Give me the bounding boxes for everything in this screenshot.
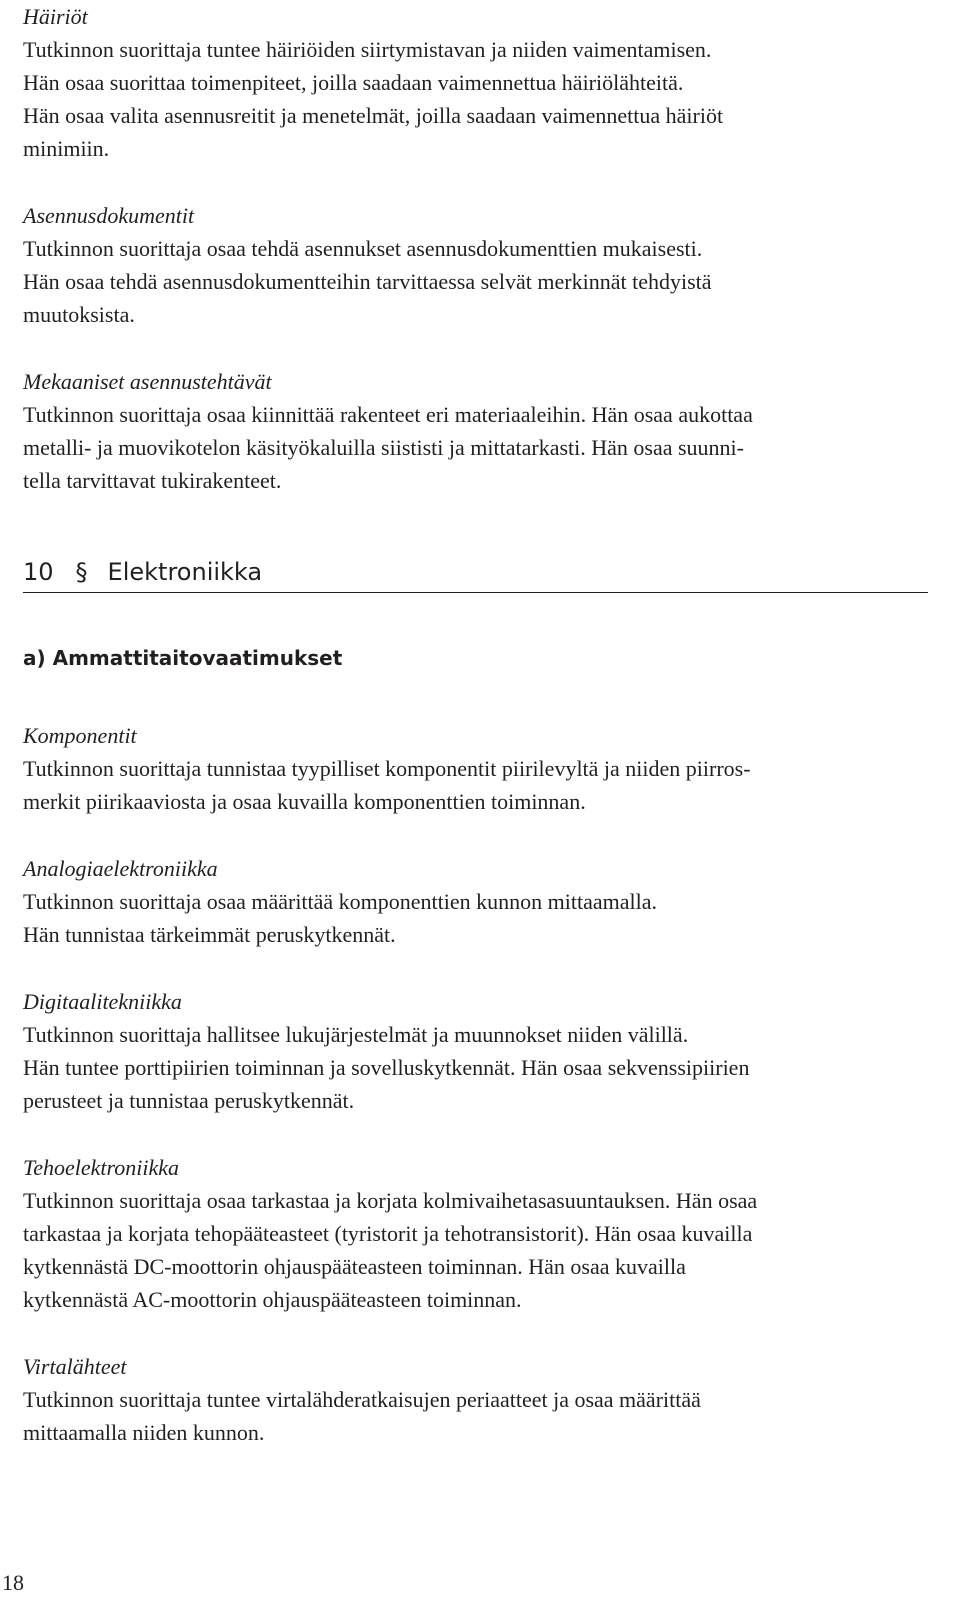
- chapter-title: Elektroniikka: [107, 558, 263, 586]
- section-heading: Asennusdokumentit: [23, 203, 195, 228]
- section-gap: [23, 1316, 933, 1350]
- body-line: tella tarvittavat tukirakenteet.: [23, 468, 282, 493]
- body-line: kytkennästä AC-moottorin ohjauspääteasteen toiminnan.: [23, 1287, 522, 1312]
- chapter-heading: [23, 552, 928, 593]
- page-number: 18: [2, 1570, 24, 1595]
- body-line: merkit piirikaaviosta ja osaa kuvailla komponenttien toiminnan.: [23, 789, 586, 814]
- body-line: metalli- ja muovikotelon käsityökaluilla siististi ja mittatarkasti. Hän osaa suunni-: [23, 435, 744, 460]
- body-line: Hän osaa valita asennusreitit ja menetelmät, joilla saadaan vaimennettua häiriöt: [23, 103, 724, 128]
- body-line: Tutkinnon suorittaja osaa kiinnittää rakenteet eri materiaaleihin. Hän osaa aukottaa: [23, 402, 753, 427]
- body-line: Tutkinnon suorittaja osaa määrittää komponenttien kunnon mittaamalla.: [23, 889, 658, 914]
- body-line: mittaamalla niiden kunnon.: [23, 1420, 265, 1445]
- section: [23, 719, 933, 818]
- section: [23, 1151, 933, 1316]
- section-gap: [23, 951, 933, 985]
- body-line: minimiin.: [23, 136, 110, 161]
- section-gap: [23, 818, 933, 852]
- section-heading: Komponentit: [23, 723, 137, 748]
- body-line: Tutkinnon suorittaja tuntee virtalähderatkaisujen periaatteet ja osaa määrittää: [23, 1387, 701, 1412]
- section: [23, 1350, 933, 1449]
- chapter-number: 10: [23, 558, 54, 586]
- subheading: a) Ammattitaitovaatimukset: [23, 646, 343, 670]
- section-heading: Digitaalitekniikka: [23, 989, 182, 1014]
- section-heading: Tehoelektroniikka: [23, 1155, 179, 1180]
- section-heading: Mekaaniset asennustehtävät: [23, 369, 272, 394]
- section-gap: [23, 1117, 933, 1151]
- section: [23, 852, 933, 951]
- lower-content: [23, 719, 933, 1449]
- section-heading: Häiriöt: [23, 4, 88, 29]
- section-gap: [23, 331, 933, 365]
- body-line: tarkastaa ja korjata tehopääteasteet (tyristorit ja tehotransistorit). Hän osaa kuvailla: [23, 1221, 753, 1246]
- section-heading: Analogiaelektroniikka: [23, 856, 218, 881]
- section: [23, 365, 933, 497]
- body-line: Tutkinnon suorittaja osaa tarkastaa ja korjata kolmivaihetasasuuntauksen. Hän osaa: [23, 1188, 758, 1213]
- body-line: Tutkinnon suorittaja hallitsee lukujärjestelmät ja muunnokset niiden välillä.: [23, 1022, 689, 1047]
- body-line: muutoksista.: [23, 302, 135, 327]
- body-line: Hän osaa suorittaa toimenpiteet, joilla saadaan vaimennettua häiriölähteitä.: [23, 70, 684, 95]
- top-content: [23, 0, 933, 497]
- body-line: Hän tuntee porttipiirien toiminnan ja sovelluskytkennät. Hän osaa sekvenssipiirien: [23, 1055, 750, 1080]
- body-line: Hän tunnistaa tärkeimmät peruskytkennät.: [23, 922, 396, 947]
- body-line: kytkennästä DC-moottorin ohjauspääteasteen toiminnan. Hän osaa kuvailla: [23, 1254, 686, 1279]
- section-gap: [23, 165, 933, 199]
- body-line: Hän osaa tehdä asennusdokumentteihin tarvittaessa selvät merkinnät tehdyistä: [23, 269, 712, 294]
- section-symbol: §: [75, 558, 88, 586]
- section: [23, 199, 933, 331]
- body-line: perusteet ja tunnistaa peruskytkennät.: [23, 1088, 355, 1113]
- body-line: Tutkinnon suorittaja tunnistaa tyypilliset komponentit piirilevyltä ja niiden piirros-: [23, 756, 751, 781]
- section: [23, 985, 933, 1117]
- body-line: Tutkinnon suorittaja osaa tehdä asennukset asennusdokumenttien mukaisesti.: [23, 236, 703, 261]
- section: [23, 0, 933, 165]
- section-heading: Virtalähteet: [23, 1354, 127, 1379]
- body-line: Tutkinnon suorittaja tuntee häiriöiden siirtymistavan ja niiden vaimentamisen.: [23, 37, 712, 62]
